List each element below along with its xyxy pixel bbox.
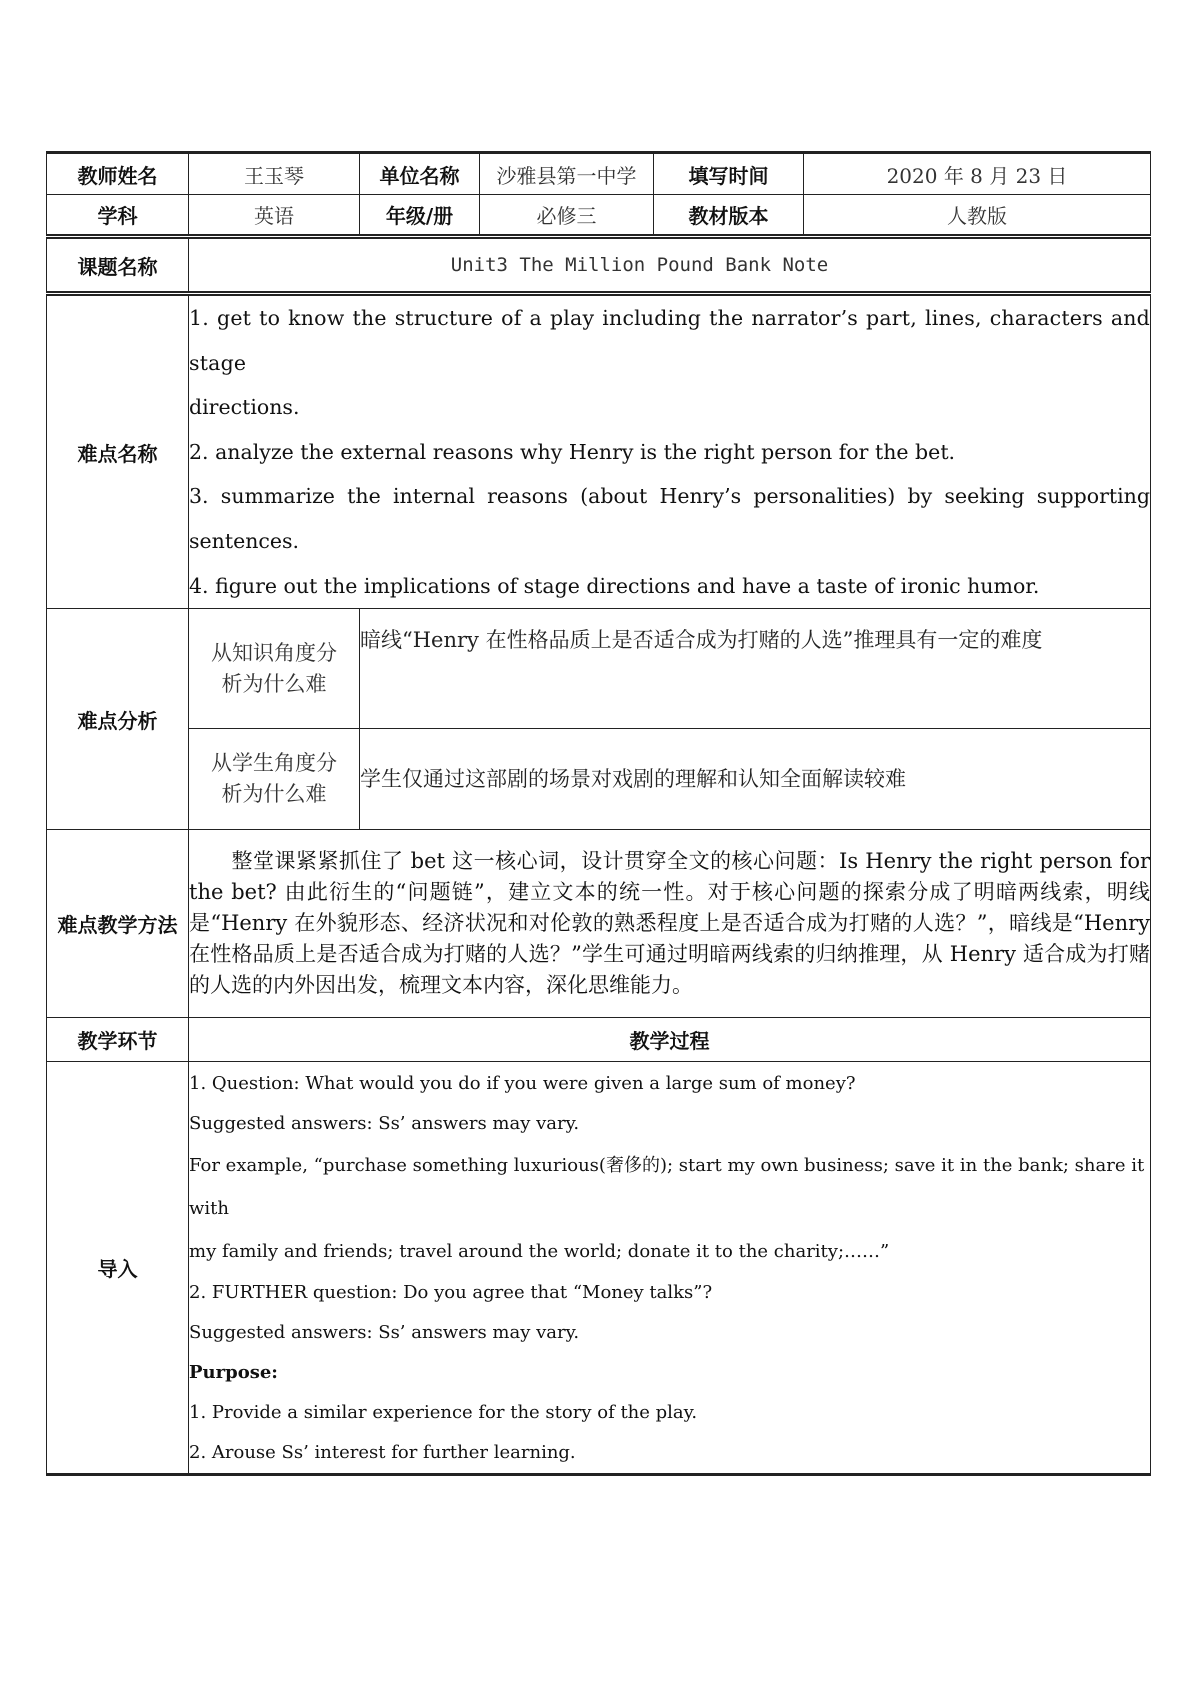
intro-content <box>189 1062 1151 1475</box>
teacher-name-value: 王玉琴 <box>189 153 360 195</box>
difficulty-item: 4. figure out the implications of stage directions and have a taste of ironic humor. <box>189 573 1040 598</box>
knowledge-angle-label: 从知识角度分析为什么难 <box>189 609 360 729</box>
intro-answer-2: Suggested answers: Ss’ answers may vary. <box>189 1322 580 1344</box>
intro-example-line-1: For example, “purchase something luxurious(奢侈的); start my own business; save it in the bank; share it with <box>189 1155 1145 1220</box>
purpose-item-2: 2. Arouse Ss’ interest for further learning. <box>189 1442 576 1464</box>
difficulty-label: 难点名称 <box>47 294 189 609</box>
process-label: 教学过程 <box>189 1018 1151 1062</box>
analysis-label: 难点分析 <box>47 609 189 830</box>
teacher-name-label: 教师姓名 <box>47 153 189 195</box>
intro-question-2: 2. FURTHER question: Do you agree that “Money talks”? <box>189 1282 713 1304</box>
header-row-1 <box>47 153 1151 195</box>
grade-label: 年级/册 <box>360 195 480 237</box>
method-label: 难点教学方法 <box>47 830 189 1018</box>
method-text: 整堂课紧紧抓住了 bet 这一核心词，设计贯穿全文的核心问题：Is Henry the right person for the bet? 由此衍生的“问题链”，建立文本的统一性。对于核心问题的探索分成了明暗两线索，明线是“Henry 在外貌形态、经济状况和对伦敦的熟悉程度上是否适合成为打赌的人选？”，暗线是“Henry 在性格品质上是否适合成为打赌的人选？”学生可通过明暗两线索的归纳推理，从 Henry 适合成为打赌的人选的内外因出发，梳理文本内容，深化思维能力。 <box>189 830 1151 1018</box>
topic-value: Unit3 The Million Pound Bank Note <box>189 237 1151 294</box>
topic-label: 课题名称 <box>47 237 189 294</box>
subject-label: 学科 <box>47 195 189 237</box>
difficulty-item: 3. summarize the internal reasons (about Henry’s personalities) by seeking supporting sentences. <box>189 484 1150 553</box>
student-angle-label: 从学生角度分析为什么难 <box>189 729 360 830</box>
intro-row <box>47 1062 1151 1475</box>
grade-value: 必修三 <box>480 195 654 237</box>
student-angle-text: 学生仅通过这部剧的场景对戏剧的理解和认知全面解读较难 <box>360 729 1151 830</box>
stage-label: 教学环节 <box>47 1018 189 1062</box>
difficulty-item: 1. get to know the structure of a play including the narrator’s part, lines, characters and stage <box>189 306 1150 375</box>
topic-row <box>47 237 1151 294</box>
difficulty-list <box>189 294 1151 609</box>
lesson-plan-table <box>46 151 1151 1476</box>
analysis-row-student <box>47 729 1151 830</box>
difficulty-row <box>47 294 1151 609</box>
intro-question-1: 1. Question: What would you do if you were given a large sum of money? <box>189 1073 856 1095</box>
edition-label: 教材版本 <box>654 195 804 237</box>
analysis-row-knowledge <box>47 609 1151 729</box>
header-row-2 <box>47 195 1151 237</box>
difficulty-item: 2. analyze the external reasons why Henry is the right person for the bet. <box>189 439 956 464</box>
unit-name-label: 单位名称 <box>360 153 480 195</box>
fill-date-value: 2020 年 8 月 23 日 <box>804 153 1151 195</box>
intro-answer-1: Suggested answers: Ss’ answers may vary. <box>189 1113 580 1135</box>
edition-value: 人教版 <box>804 195 1151 237</box>
difficulty-item: directions. <box>189 395 300 420</box>
fill-date-label: 填写时间 <box>654 153 804 195</box>
intro-label: 导入 <box>47 1062 189 1475</box>
knowledge-angle-text: 暗线“Henry 在性格品质上是否适合成为打赌的人选”推理具有一定的难度 <box>360 609 1151 729</box>
process-header-row <box>47 1018 1151 1062</box>
unit-name-value: 沙雅县第一中学 <box>480 153 654 195</box>
subject-value: 英语 <box>189 195 360 237</box>
purpose-heading: Purpose: <box>189 1362 278 1384</box>
purpose-item-1: 1. Provide a similar experience for the story of the play. <box>189 1402 698 1424</box>
method-row <box>47 830 1151 1018</box>
intro-example-line-2: my family and friends; travel around the world; donate it to the charity;……” <box>189 1241 890 1263</box>
